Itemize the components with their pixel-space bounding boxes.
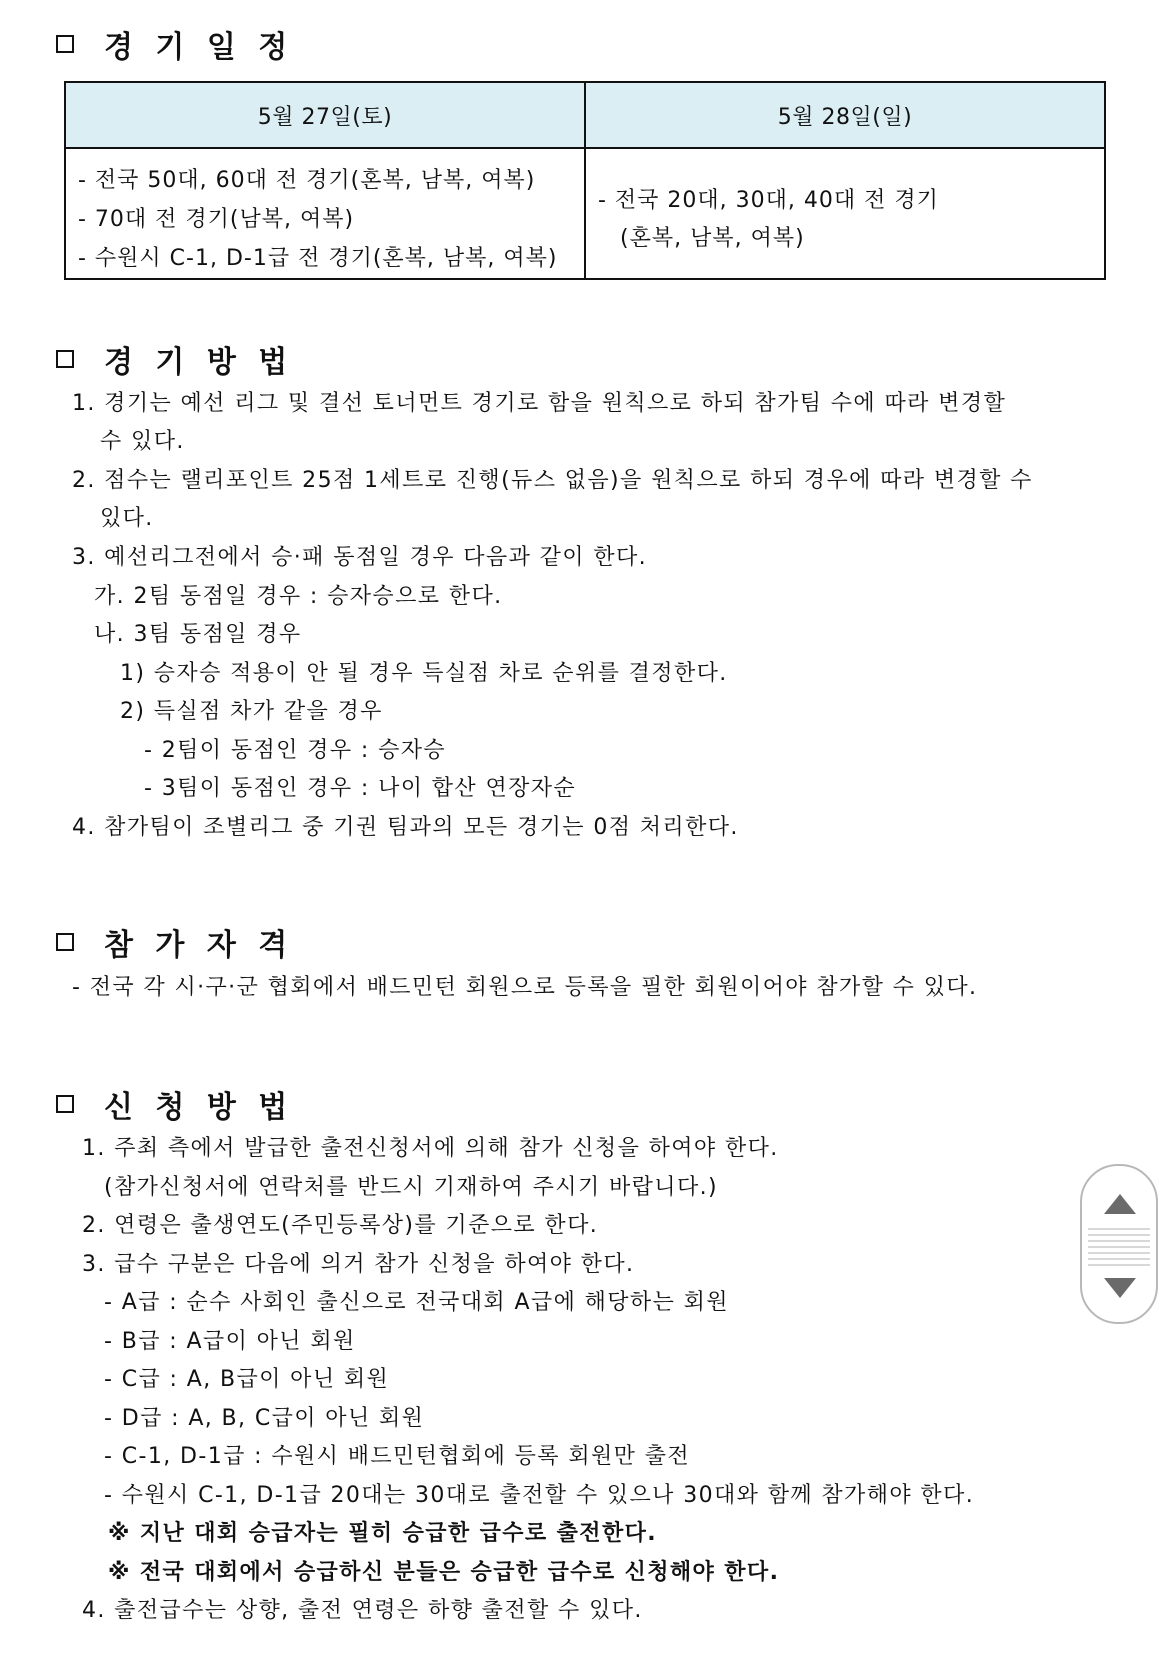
method-line: 나. 3팀 동점일 경우 — [94, 622, 302, 647]
schedule-table — [64, 81, 1106, 280]
method-line: 1) 승자승 적용이 안 될 경우 득실점 차로 순위를 결정한다. — [120, 661, 728, 686]
schedule-day2-line: - 전국 20대, 30대, 40대 전 경기 — [598, 188, 939, 213]
schedule-header-day1: 5월 27일(토) — [65, 82, 585, 148]
scroll-grip-icon[interactable] — [1088, 1228, 1150, 1266]
application-line: - A급 : 순수 사회인 출신으로 전국대회 A급에 해당하는 회원 — [104, 1290, 729, 1315]
method-line: 3. 예선리그전에서 승·패 동점일 경우 다음과 같이 한다. — [72, 545, 648, 570]
scroll-up-icon[interactable] — [1104, 1194, 1136, 1214]
checkbox-square-icon — [56, 350, 74, 368]
application-line: 1. 주최 측에서 발급한 출전신청서에 의해 참가 신청을 하여야 한다. — [82, 1136, 779, 1161]
schedule-day2-line: (혼복, 남복, 여복) — [620, 226, 805, 251]
eligibility-line: - 전국 각 시·구·군 협회에서 배드민턴 회원으로 등록을 필한 회원이어야 참가할 수 있다. — [72, 975, 978, 1000]
application-line: (참가신청서에 연락처를 반드시 기재하여 주시기 바랍니다.) — [104, 1175, 718, 1200]
method-line: - 2팀이 동점인 경우 : 승자승 — [144, 738, 447, 763]
section-title-method — [56, 337, 293, 381]
method-line: 2. 점수는 랠리포인트 25점 1세트로 진행(듀스 없음)을 원칙으로 하되 경우에 따라 변경할 수 — [72, 468, 1033, 493]
schedule-day1-line: - 수원시 C-1, D-1급 전 경기(혼복, 남복, 여복) — [78, 246, 558, 271]
scroll-down-icon[interactable] — [1104, 1278, 1136, 1298]
section-title-text: 참 가 자 격 — [104, 928, 294, 963]
method-line: 1. 경기는 예선 리그 및 결선 토너먼트 경기로 함을 원칙으로 하되 참가팀 수에 따라 변경할 — [72, 391, 1007, 416]
application-line: - B급 : A급이 아닌 회원 — [104, 1329, 356, 1354]
application-note: ※ 전국 대회에서 승급하신 분들은 승급한 급수로 신청해야 한다. — [108, 1560, 780, 1585]
schedule-header-day2: 5월 28일(일) — [585, 82, 1105, 148]
method-line: 있다. — [100, 506, 154, 531]
application-note: ※ 지난 대회 승급자는 필히 승급한 급수로 출전한다. — [108, 1521, 658, 1546]
section-title-text: 경 기 일 정 — [104, 30, 294, 65]
checkbox-square-icon — [56, 35, 74, 53]
schedule-day1-line: - 70대 전 경기(남복, 여복) — [78, 207, 355, 232]
checkbox-square-icon — [56, 1095, 74, 1113]
method-line: 4. 참가팀이 조별리그 중 기권 팀과의 모든 경기는 0점 처리한다. — [72, 815, 739, 840]
section-title-application — [56, 1082, 293, 1126]
schedule-cell-day2 — [585, 148, 1105, 279]
checkbox-square-icon — [56, 933, 74, 951]
application-line: 3. 급수 구분은 다음에 의거 참가 신청을 하여야 한다. — [82, 1252, 635, 1277]
section-title-text: 경 기 방 법 — [104, 345, 294, 380]
section-title-eligibility — [56, 920, 293, 964]
application-line: 4. 출전급수는 상향, 출전 연령은 하향 출전할 수 있다. — [82, 1598, 643, 1623]
application-line: - C급 : A, B급이 아닌 회원 — [104, 1367, 390, 1392]
method-line: - 3팀이 동점인 경우 : 나이 합산 연장자순 — [144, 776, 577, 801]
method-line: 2) 득실점 차가 같을 경우 — [120, 699, 383, 724]
application-line: 2. 연령은 출생연도(주민등록상)를 기준으로 한다. — [82, 1213, 599, 1238]
application-line: - D급 : A, B, C급이 아닌 회원 — [104, 1406, 425, 1431]
application-line: - C-1, D-1급 : 수원시 배드민턴협회에 등록 회원만 출전 — [104, 1444, 690, 1469]
method-line: 가. 2팀 동점일 경우 : 승자승으로 한다. — [94, 584, 503, 609]
schedule-day1-line: - 전국 50대, 60대 전 경기(혼복, 남복, 여복) — [78, 168, 536, 193]
application-line: - 수원시 C-1, D-1급 20대는 30대로 출전할 수 있으나 30대와 함께 참가해야 한다. — [104, 1483, 975, 1508]
section-title-schedule — [56, 22, 293, 66]
section-title-text: 신 청 방 법 — [104, 1090, 294, 1125]
schedule-cell-day1 — [65, 148, 585, 279]
scroll-widget[interactable] — [1080, 1164, 1158, 1324]
method-line: 수 있다. — [100, 429, 185, 454]
